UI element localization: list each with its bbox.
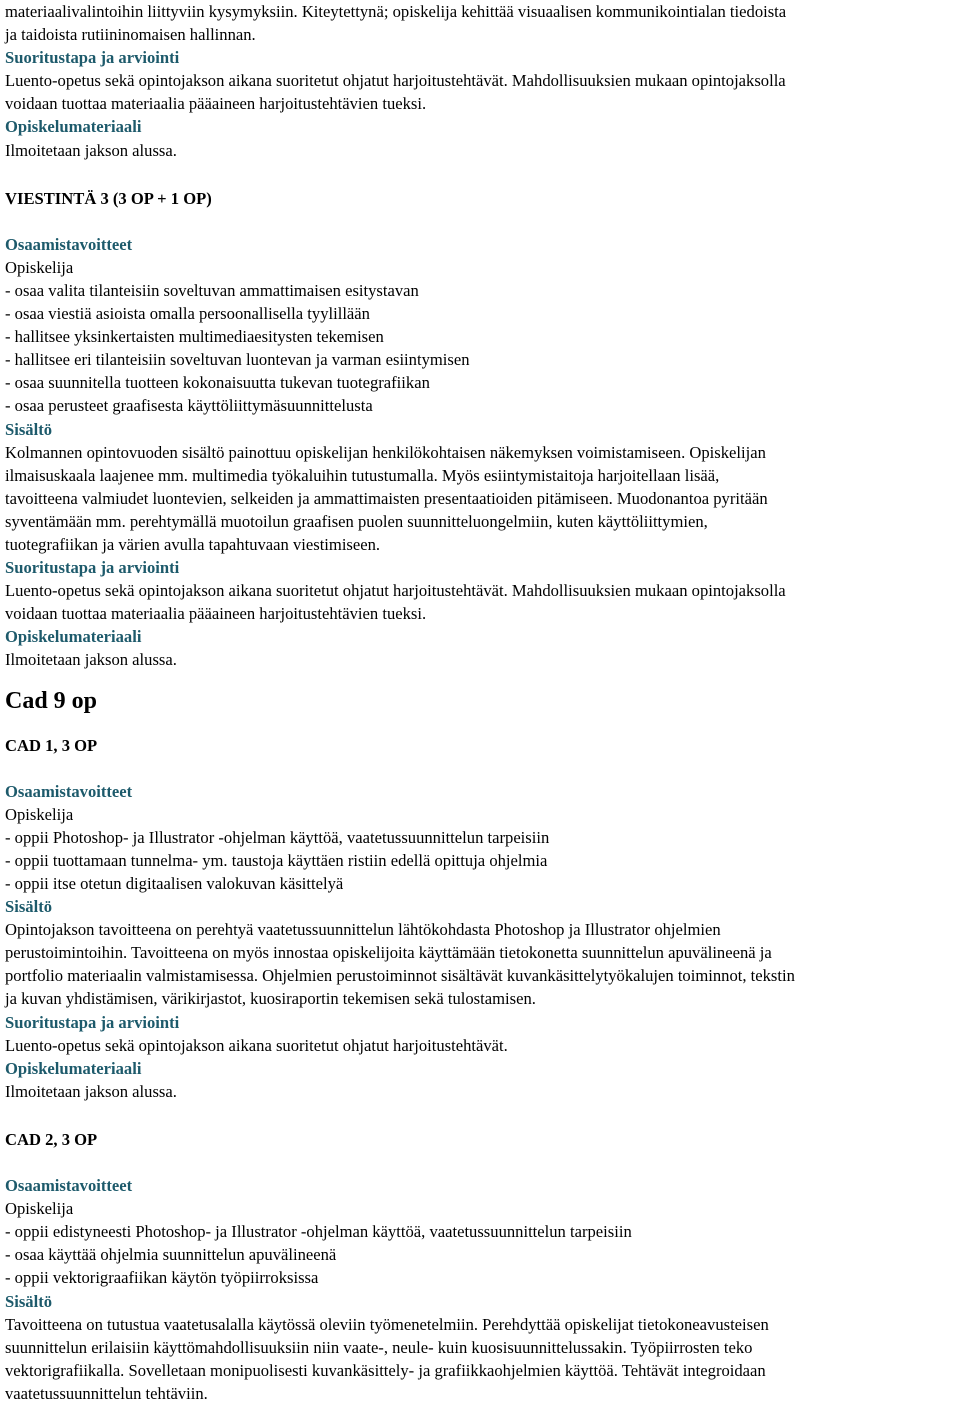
- method-heading: Suoritustapa ja arviointi: [5, 1012, 180, 1032]
- content-line: portfolio materiaalin valmistamisessa. Ohjelmien perustoiminnot sisältävät kuvankäsittelytyökalujen toiminnot, tekstin: [5, 966, 795, 986]
- content-line: vektorigrafiikalla. Sovelletaan monipuolisesti kuvankäsittely- ja grafiikkaohjelmien käyttöä. Tehtävät integroidaan: [5, 1360, 766, 1380]
- method-line: voidaan tuottaa materiaalia pääaineen harjoitustehtävien tueksi.: [5, 94, 427, 114]
- goal-item: - hallitsee yksinkertaisten multimediaesitysten tekemisen: [5, 327, 384, 347]
- material-text: Ilmoitetaan jakson alussa.: [5, 1081, 177, 1101]
- material-heading: Opiskelumateriaali: [5, 627, 142, 647]
- goal-item: - oppii tuottamaan tunnelma- ym. taustoja käyttäen ristiin edellä opittuja ohjelmia: [5, 850, 548, 870]
- cad2-section: [5, 1128, 960, 1405]
- content-line: syventämään mm. perehtymällä muotoilun graafisen puolen suunnitteluongelmiin, kuten käyttöliittymien,: [5, 511, 708, 531]
- goals-heading: Osaamistavoitteet: [5, 234, 133, 254]
- content-line: Kolmannen opintovuoden sisältö painottuu opiskelijan henkilökohtaisen näkemyksen voimistamiseen. Opiskelijan: [5, 442, 766, 462]
- content-line: perustoimintoihin. Tavoitteena on myös innostaa opiskelijoita käyttämään tietokonetta suunnittelun apuvälineenä ja: [5, 943, 772, 963]
- material-heading: Opiskelumateriaali: [5, 1058, 142, 1078]
- material-text: Ilmoitetaan jakson alussa.: [5, 140, 177, 160]
- goal-item: - osaa perusteet graafisesta käyttöliittymäsuunnittelusta: [5, 396, 373, 416]
- goal-item: - osaa viestiä asioista omalla persoonallisella tyylillään: [5, 304, 370, 324]
- section-title: CAD 2, 3 OP: [5, 1129, 98, 1149]
- goal-item: - osaa käyttää ohjelmia suunnittelun apuvälineenä: [5, 1245, 337, 1265]
- material-heading: Opiskelumateriaali: [5, 117, 142, 137]
- method-line: Luento-opetus sekä opintojakson aikana suoritetut ohjatut harjoitustehtävät. Mahdollisuuksien mukaan opintojaksolla: [5, 71, 786, 91]
- content-line: ilmaisuskaala laajenee mm. multimedia työkaluihin tutustumalla. Myös esiintymistaitoja harjoitellaan lisää,: [5, 465, 720, 485]
- content-line: ja kuvan yhdistämisen, värikirjastot, kuosiraportin tekemisen sekä tulostamisen.: [5, 989, 536, 1009]
- content-line: Opintojakson tavoitteena on perehtyä vaatetussuunnittelun lähtökohdasta Photoshop ja Illustrator ohjelmien: [5, 920, 721, 940]
- goal-item: - oppii edistyneesti Photoshop- ja Illustrator -ohjelman käyttöä, vaatetussuunnittelun tarpeisiin: [5, 1222, 632, 1242]
- content-line: vaatetussuunnittelun tehtäviin.: [5, 1383, 208, 1403]
- method-heading: Suoritustapa ja arviointi: [5, 558, 180, 578]
- intro-section: [5, 0, 960, 162]
- content-line: tuotegrafiikan ja värien avulla tapahtuvaan viestimiseen.: [5, 534, 381, 554]
- intro-line: ja taidoista rutiininomaisen hallinnan.: [5, 25, 256, 45]
- goal-item: - osaa valita tilanteisiin soveltuvan ammattimaisen esitystavan: [5, 280, 419, 300]
- section-title: VIESTINTÄ 3 (3 OP + 1 OP): [5, 188, 212, 208]
- goal-item: - hallitsee eri tilanteisiin soveltuvan luontevan ja varman esiintymisen: [5, 350, 470, 370]
- goals-heading: Osaamistavoitteet: [5, 1176, 133, 1196]
- goal-item: - osaa suunnitella tuotteen kokonaisuutta tukevan tuotegrafiikan: [5, 373, 430, 393]
- student-label: Opiskelija: [5, 257, 74, 277]
- method-text: Luento-opetus sekä opintojakson aikana suoritetut ohjatut harjoitustehtävät.: [5, 1035, 508, 1055]
- student-label: Opiskelija: [5, 1199, 74, 1219]
- content-heading: Sisältö: [5, 419, 53, 439]
- content-heading: Sisältö: [5, 1291, 53, 1311]
- student-label: Opiskelija: [5, 804, 74, 824]
- section-title: CAD 1, 3 OP: [5, 735, 98, 755]
- content-line: suunnittelun erilaisiin käyttömahdollisuuksiin niin vaate-, neule- kuin kuosisuunnittelussakin. Työpiirrosten teko: [5, 1337, 753, 1357]
- goals-heading: Osaamistavoitteet: [5, 781, 133, 801]
- content-line: Tavoitteena on tutustua vaatetusalalla käytössä oleviin työmenetelmiin. Perehdyttää opiskelijat tietokoneavusteisen: [5, 1314, 769, 1334]
- goal-item: - oppii Photoshop- ja Illustrator -ohjelman käyttöä, vaatetussuunnittelun tarpeisiin: [5, 827, 550, 847]
- intro-line: materiaalivalintoihin liittyviin kysymyksiin. Kiteytettynä; opiskelija kehittää visuaalisen kommunikointialan tiedoista: [5, 2, 787, 21]
- method-line: Luento-opetus sekä opintojakson aikana suoritetut ohjatut harjoitustehtävät. Mahdollisuuksien mukaan opintojaksolla: [5, 581, 786, 601]
- content-heading: Sisältö: [5, 897, 53, 917]
- cad-section: [5, 686, 960, 1405]
- cad-title: Cad 9 op: [5, 687, 98, 714]
- goal-item: - oppii vektorigraafiikan käytön työpiirroksissa: [5, 1268, 319, 1288]
- method-line: voidaan tuottaa materiaalia pääaineen harjoitustehtävien tueksi.: [5, 604, 427, 624]
- content-line: tavoitteena valmiudet luontevien, selkeiden ja ammattimaisten presentaatioiden pitämiseen. Muodonantoa pyritään: [5, 488, 768, 508]
- cad1-section: [5, 734, 960, 1103]
- goal-item: - oppii itse otetun digitaalisen valokuvan käsittelyä: [5, 874, 344, 893]
- material-text: Ilmoitetaan jakson alussa.: [5, 650, 177, 670]
- method-heading: Suoritustapa ja arviointi: [5, 48, 180, 68]
- viestinta-section: [5, 187, 960, 672]
